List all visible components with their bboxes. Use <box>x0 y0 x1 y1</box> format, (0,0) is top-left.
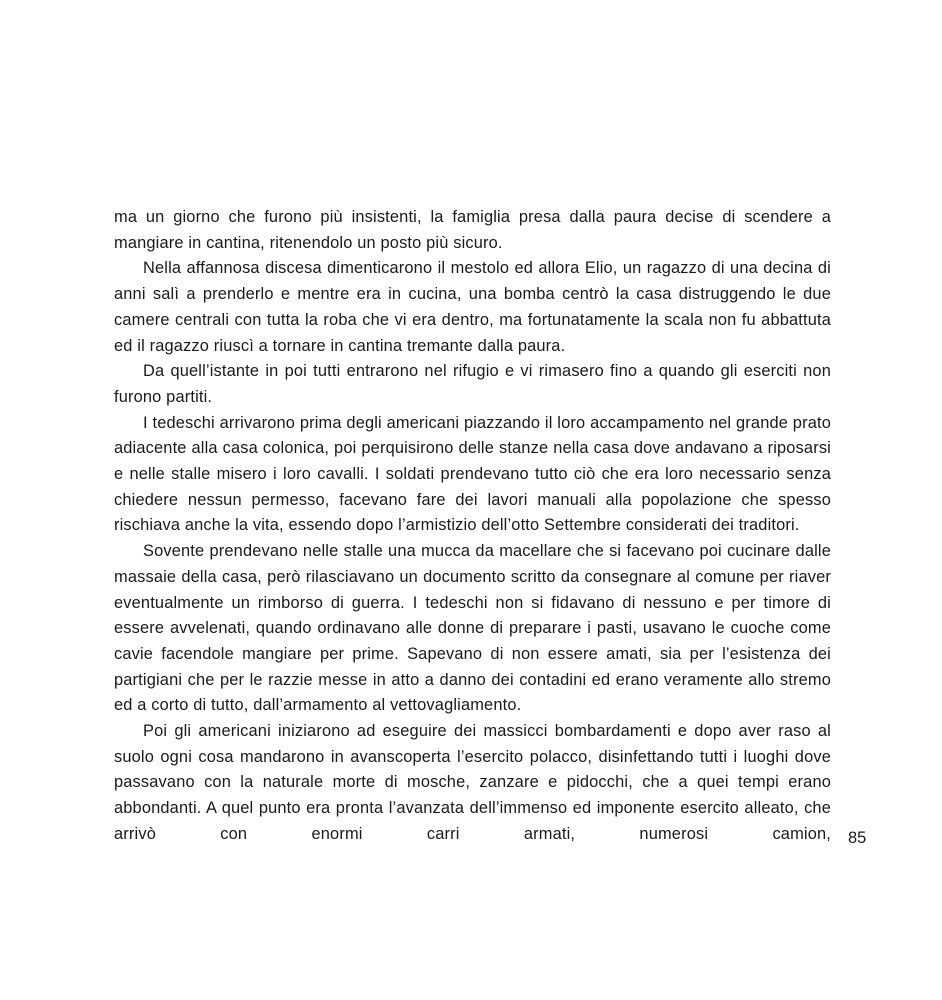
paragraph-5: Sovente prendevano nelle stalle una mucca da macellare che si facevano poi cucinare dalle massaie della casa, però rilasciavano un documento scritto da consegnare al comune per riaver eventualmente un rimborso di guerra. I tedeschi non si fidavano di nessuno e per timore di essere avvelenati, quando ordinavano alle donne di preparare i pasti, usavano le cuoche come cavie facendole mangiare per prime. Sapevano di non essere amati, sia per l’esistenza dei partigiani che per le razzie messe in atto a danno dei contadini ed erano veramente allo stremo ed a corto di tutto, dall’armamento al vettovagliamento. <box>114 542 831 715</box>
body-text-block <box>114 205 831 873</box>
paragraph-2: Nella affannosa discesa dimenticarono il mestolo ed allora Elio, un ragazzo di una decina di anni salì a prenderlo e mentre era in cucina, una bomba centrò la casa distruggendo le due camere centrali con tutta la roba che vi era dentro, ma fortunatamente la scala non fu abbattuta ed il ragazzo riuscì a tornare in cantina tremante dalla paura. <box>114 259 831 355</box>
paragraph-3: Da quell’istante in poi tutti entrarono nel rifugio e vi rimasero fino a quando gli eserciti non furono partiti. <box>114 362 831 406</box>
page-number: 85 <box>848 829 867 847</box>
paragraph-4: I tedeschi arrivarono prima degli americani piazzando il loro accampamento nel grande prato adiacente alla casa colonica, poi perquisirono delle stanze nella casa dove andavano a riposarsi e nelle stalle misero i loro cavalli. I soldati prendevano tutto ciò che era loro necessario senza chiedere nessun permesso, facevano fare dei lavori manuali alla popolazione che spesso rischiava anche la vita, essendo dopo l’armistizio dell’otto Settembre considerati dei traditori. <box>114 413 831 535</box>
paragraph-6: Poi gli americani iniziarono ad eseguire dei massicci bombardamenti e dopo aver raso al suolo ogni cosa mandarono in avanscoperta l’esercito polacco, disinfettando tutti i luoghi dove passavano con la naturale morte di mosche, zanzare e pidocchi, che a quei tempi erano abbondanti. A quel punto era pronta l’avanzata dell’immenso ed imponente esercito alleato, che arrivò con enormi carri armati, numerosi camion, <box>114 722 831 843</box>
paragraph-1: ma un giorno che furono più insistenti, la famiglia presa dalla paura decise di scendere a mangiare in cantina, ritenendolo un posto più sicuro. <box>114 208 831 252</box>
